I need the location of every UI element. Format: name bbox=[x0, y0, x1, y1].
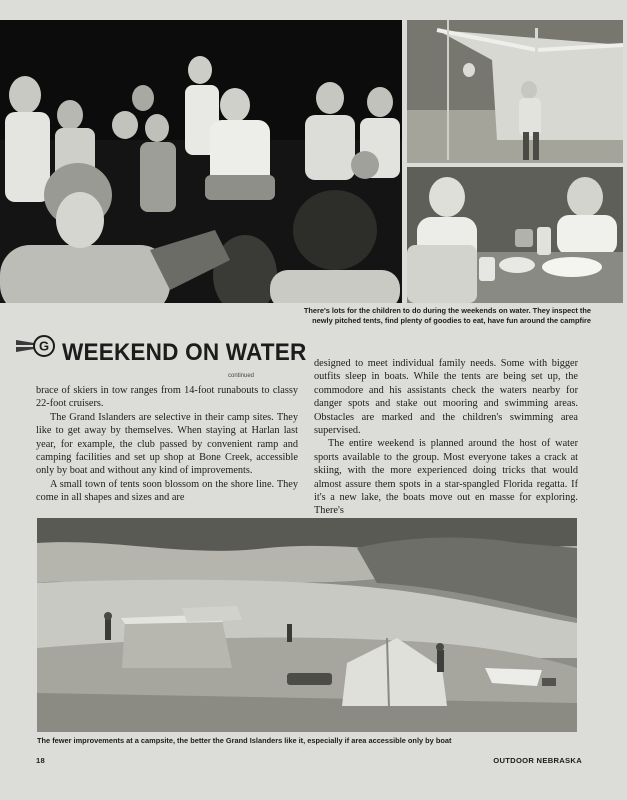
top-photo-caption bbox=[211, 306, 591, 326]
paragraph: The Grand Islanders are selective in their camp sites. They like to get away by themselves. When staying at Harlan last year, for example, the club passed by convenient ramp and camping facilities and set up shop at Bone Creek, accessible only by boat and without any kind of improvements. bbox=[36, 411, 298, 477]
page-number: 18 bbox=[36, 756, 46, 765]
paragraph: A small town of tents soon blossom on the shore line. They come in all shapes and sizes and are bbox=[36, 478, 298, 504]
children-eating-photo bbox=[407, 167, 623, 303]
paragraph: designed to meet individual family needs. Some with bigger outfits sleep in boats. While the tents are being set up, the commodore and his assistants check the waters nearby for danger spots and stake out mooring and swimming areas. Obstacles are marked and the children's swimming area supervised. bbox=[314, 358, 578, 437]
tent-photo bbox=[407, 20, 623, 163]
left-text-column bbox=[36, 384, 298, 505]
logo-letter: G bbox=[38, 338, 50, 354]
right-text-column bbox=[314, 357, 578, 518]
paragraph: brace of skiers in tow ranges from 14-foot runabouts to classy 22-foot cruisers. bbox=[36, 385, 298, 410]
top-caption-line-2: newly pitched tents, find plenty of goodies to eat, have fun around the campfire bbox=[312, 316, 591, 325]
campfire-group-photo bbox=[0, 20, 402, 303]
continued-label: continued bbox=[228, 373, 255, 379]
bottom-photo-caption: The fewer improvements at a campsite, the better the Grand Islanders like it, especially if area accessible only by boat bbox=[37, 736, 452, 745]
lake-campsite-photo bbox=[37, 518, 577, 732]
magazine-name: OUTDOOR NEBRASKA bbox=[493, 756, 582, 765]
top-caption-line-1: There's lots for the children to do during the weekends on water. They inspect the bbox=[303, 306, 591, 315]
club-pennant-logo bbox=[14, 334, 60, 358]
paragraph: The entire weekend is planned around the host of water sports available to the group. Most everyone takes a crack at skiing, with the more experienced doing tricks that would almost assure them spots in a star-spangled Florida regatta. If it's a new lake, the boats move out en masse for exploring. There's bbox=[314, 438, 578, 517]
article-heading: WEEKEND ON WATER bbox=[62, 339, 307, 366]
